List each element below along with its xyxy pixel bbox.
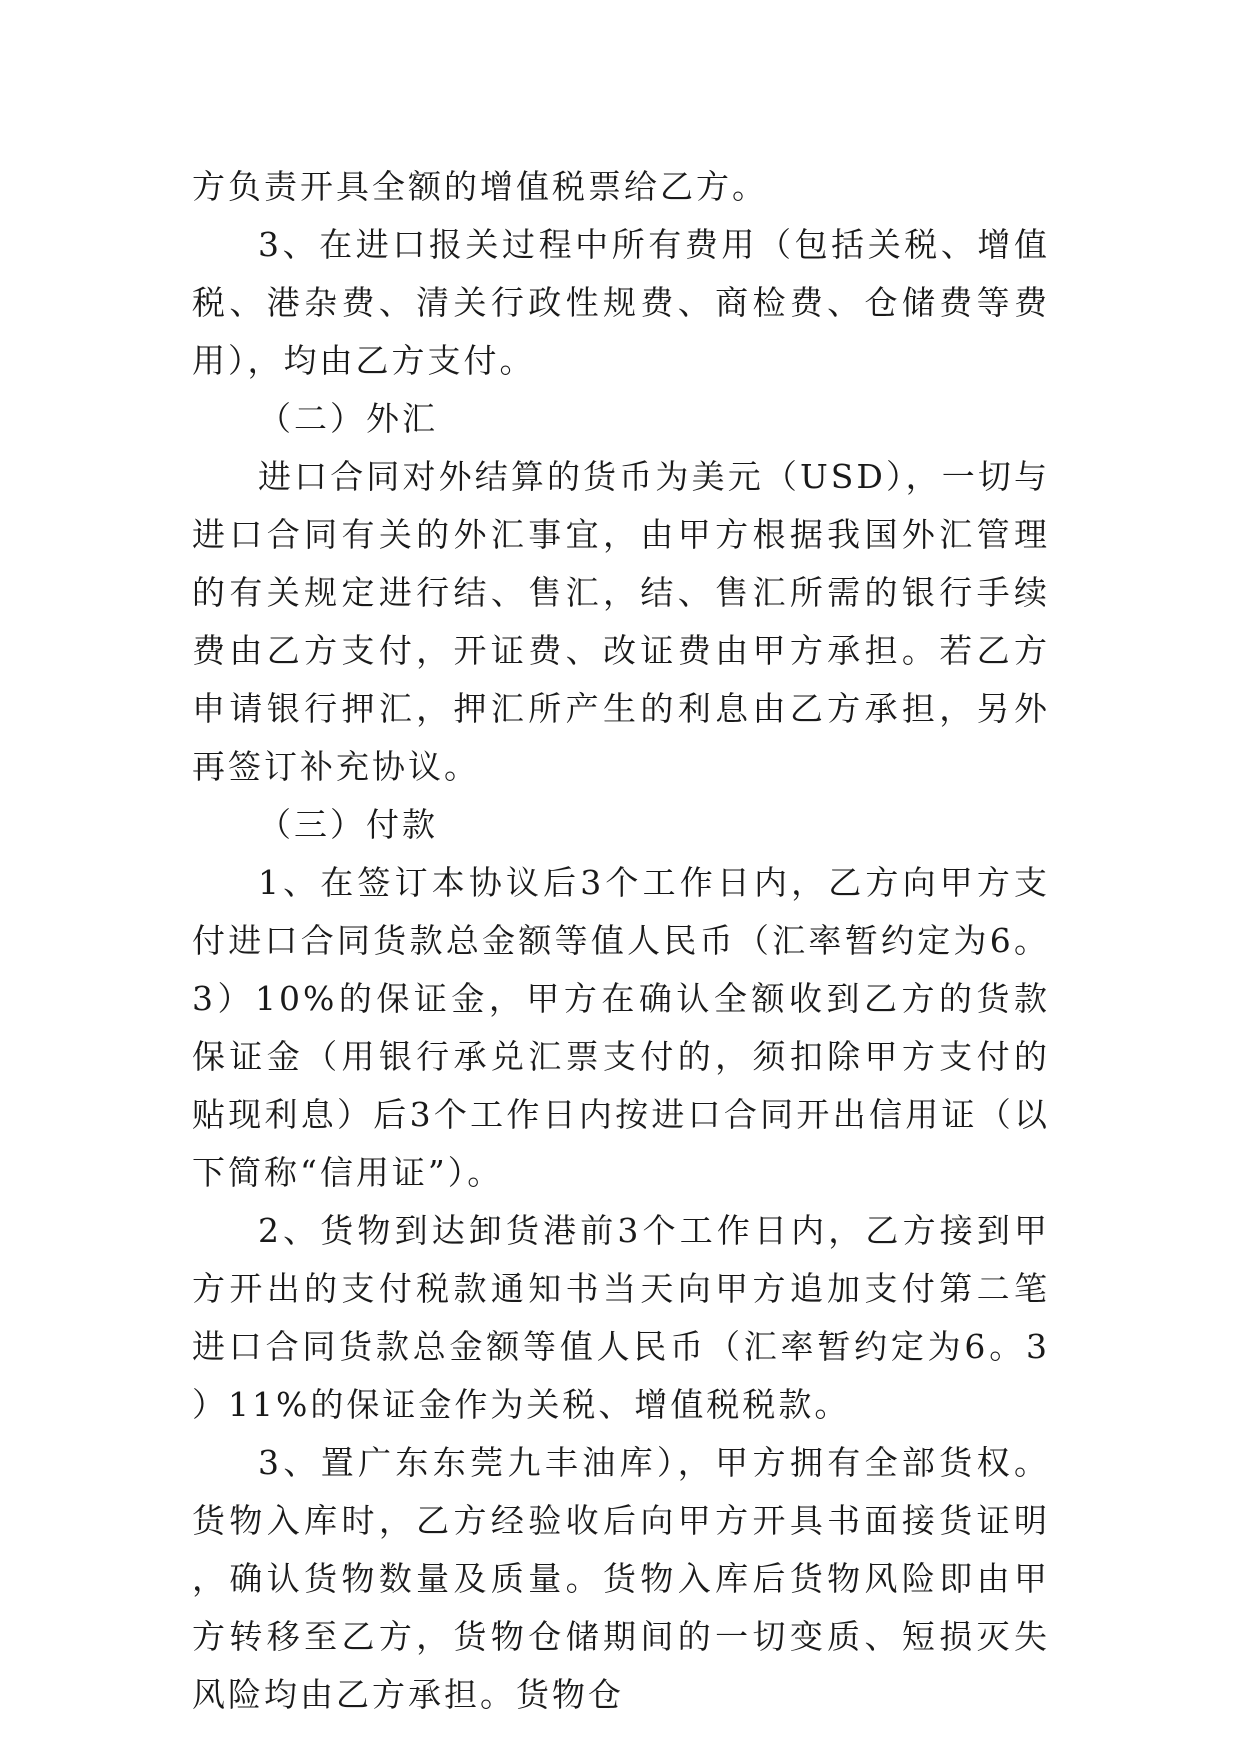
paragraph-continuation: 方负责开具全额的增值税票给乙方。 <box>192 167 768 206</box>
paragraph-payment-1: 1、在签订本协议后3个工作日内，乙方向甲方支付进口合同货款总金额等值人民币（汇率暂约定为6。3）10%的保证金，甲方在确认全额收到乙方的货款保证金（用银行承兑汇票支付的，须扣除甲方支付的贴现利息）后3个工作日内按进口合同开出信用证（以下简称“信用证”）。 <box>192 863 1050 1192</box>
paragraph-import-fees: 3、在进口报关过程中所有费用（包括关税、增值税、港杂费、清关行政性规费、商检费、仓储费等费用），均由乙方支付。 <box>192 225 1050 380</box>
document-body <box>192 158 1050 1724</box>
paragraph-payment-2: 2、货物到达卸货港前3个工作日内，乙方接到甲方开出的支付税款通知书当天向甲方追加支付第二笔进口合同货款总金额等值人民币（汇率暂约定为6。3）11%的保证金作为关税、增值税税款。 <box>192 1211 1050 1424</box>
section-heading-foreign-exchange: （二）外汇 <box>258 399 438 438</box>
section-heading-payment: （三）付款 <box>258 805 438 844</box>
paragraph-payment-3: 3、置广东东莞九丰油库），甲方拥有全部货权。货物入库时，乙方经验收后向甲方开具书面接货证明，确认货物数量及质量。货物入库后货物风险即由甲方转移至乙方，货物仓储期间的一切变质、短损灭失风险均由乙方承担。货物仓 <box>192 1443 1050 1714</box>
paragraph-foreign-exchange: 进口合同对外结算的货币为美元（USD），一切与进口合同有关的外汇事宜，由甲方根据我国外汇管理的有关规定进行结、售汇，结、售汇所需的银行手续费由乙方支付，开证费、改证费由甲方承担。若乙方申请银行押汇，押汇所产生的利息由乙方承担，另外再签订补充协议。 <box>192 457 1050 786</box>
